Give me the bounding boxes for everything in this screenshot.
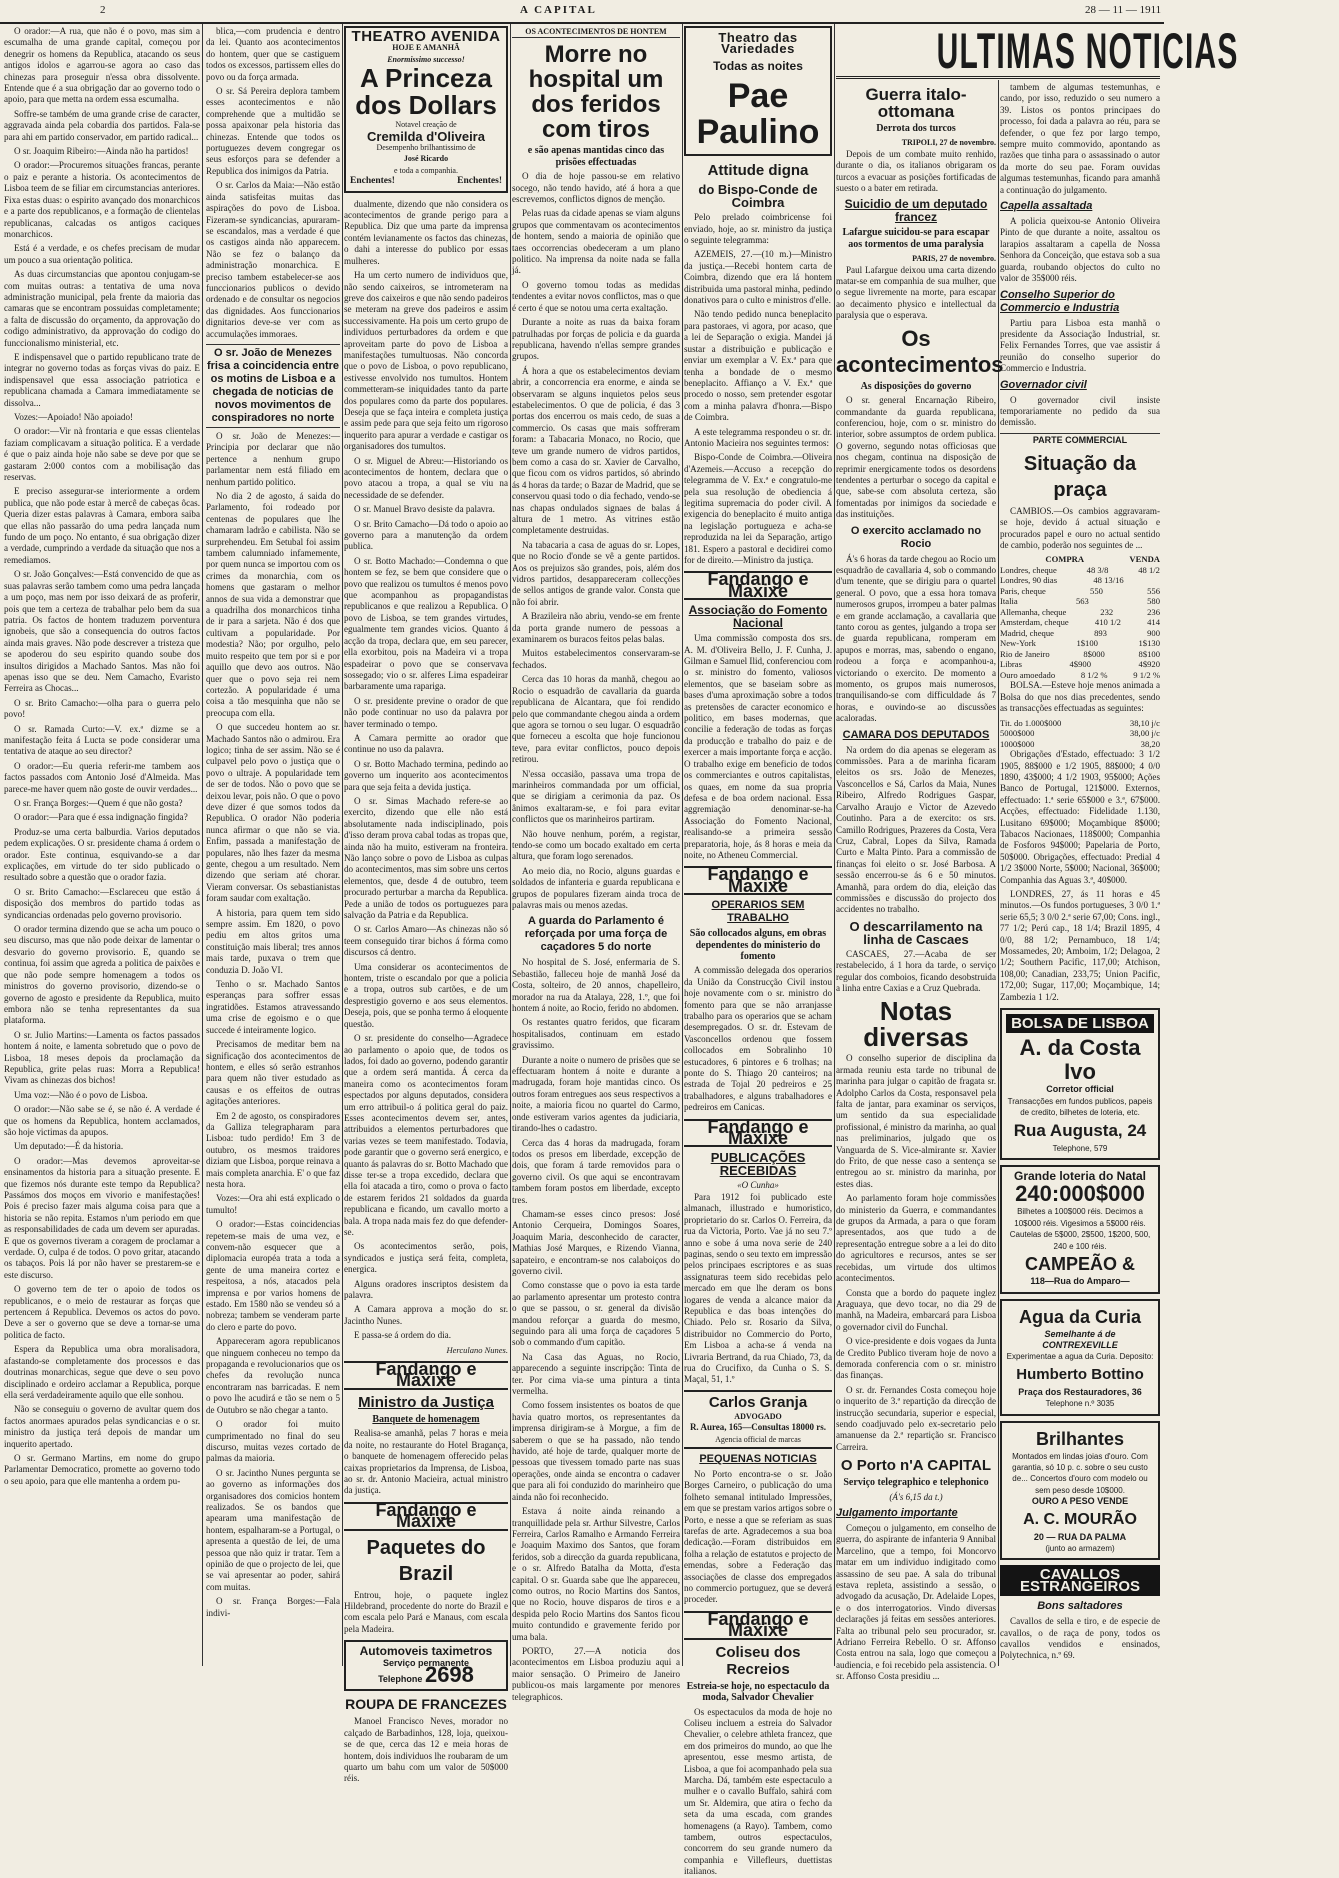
rate-cell: Italia (1000, 596, 1018, 607)
rate-cell: Tit. do 1.000$000 (1000, 717, 1062, 728)
paragraph: O vice-presidente e dois vogaes da Junta de Credito Publico tiveram hoje de novo a demorada conferencia com o sr. ministro das finanças. (836, 1336, 996, 1381)
rate-cell: 4$920 (1138, 659, 1160, 670)
ad-theatre-name: Theatro das Variedades (718, 30, 798, 57)
section-headline: Ministro da Justiça (358, 1393, 494, 1411)
rate-cell: Madrid, cheque (1000, 627, 1054, 638)
paragraph: O sr. Brito Camacho—Dá todo o apoio ao governo para a manutenção da ordem publica. (344, 518, 508, 552)
byline: Herculano Nunes. (446, 1344, 508, 1355)
rate-cell: 893 (1094, 627, 1107, 638)
ad-theatre-name: THEATRO AVENIDA (351, 28, 501, 45)
section-subhead: Serviço telegraphico e telephonico (843, 1477, 989, 1489)
paragraph: Obrigações d'Estado, effectuado: 3 1/2 1905, 88$000 e 1/2 1905, 88$000; 4 0/0 1890, 43$000; 4 1/2 1903, 95$000; Ações Banco de Portugal, 121$000. Externos, effectuado: 1.ª serie 65$000 e 3.ª, 67$000. Acções, effectuado: Fidelidade 1.130, Lusitano 69$000; Moçambique 8$000; Tabacos Nacionaes, 118$000; Companhia de Fosforos 94$000; Papelaria de Porto, 50$000. Obrigações, effectuado: Predial 4 1/2 3$000 Norte, 5$000; Nacional, 36$000; Companhia das Aguas 3.ª, 40$000. (1000, 749, 1160, 885)
ad-phone: Telephone n.º 3035 (1045, 1399, 1115, 1409)
rate-cell: 9 1/2 % (1133, 669, 1160, 680)
ad-address: Praça dos Restauradores, 36 (1018, 1386, 1142, 1397)
ad-title: Brilhantes (1035, 1428, 1125, 1449)
ad-title: Automoveis taximetros (359, 1644, 493, 1659)
rate-cell: 900 (1147, 627, 1160, 638)
paragraph: Os acontecimentos serão, pois, syndicados e justiça será feita, completa, energica. (344, 1241, 508, 1275)
ad-name: A. da Costa Ivo (1019, 1035, 1141, 1085)
rate-cell: 410 1/2 (1094, 617, 1121, 628)
paragraph: O sr. Germano Martins, em nome do grupo Parlamentar Democratico, promette ao governo todo o seu apoio, para que elle mantenha a ordem pu- (4, 1452, 200, 1486)
fandango-maxixe-banner: Fandango e Maxixe (684, 1119, 832, 1148)
paragraph: Para 1912 foi publicado este almanach, illustrado e humoristico, proprietario do sr. Carlos O. Ferreira, da rua da Victoria, Porto. Vae já no seu 7.º anno e sobe á uma nova serie de 240 paginas, sendo o seu texto em impressão pelos principaes escriptores e as suas assignaturas teem sido recebidas pelo mercado em que lhe deram os bons logares de venda a alcance maior da Republica e das boas intenções do Chiado. Pelo sr. Rosario da Silva, distribuidor no Commercio do Porto, Em Lisboa a acha-se á venda na Livraria Bertrand, da rua Chiado, 73, da rua do Crucifixo, da Cunha o S. S. Maçal, 51, 1.º (684, 1191, 832, 1385)
ultimas-noticias-masthead (836, 23, 1239, 79)
dateline: (Á's 6,15 da t.) (889, 1491, 943, 1502)
rate-row (1000, 739, 1160, 750)
ad-phone: Telephone, 579 (1052, 1143, 1108, 1153)
paragraph: Na tabacaria a casa de aguas do sr. Lopes, que no Rocio d'onde se vê a gente partidos. Aos os prejuizos são grandes, pois, além dos vidros partidos, desappareceram collecções de sellos antigos de grande valor. Consta que não foi abrir. (512, 539, 680, 607)
ad-note: (junto ao armazem) (1045, 1543, 1115, 1553)
rate-row (1000, 628, 1160, 639)
paragraph: Pelas ruas da cidade apenas se viam alguns grupos que commentavam os acontecimentos de hontem, sendo a maioria de opinião que taes occorrencias obedeceram a um plano politico. Na imprensa da noite nada se falla já. (512, 208, 680, 276)
ad-depot: Humberto Bottino (1016, 1365, 1144, 1383)
section-headline: CAMARA DOS DEPUTADOS (842, 728, 990, 741)
rate-row (1000, 659, 1160, 670)
rate-cell: 8$000 (1083, 648, 1105, 659)
ad-success: Enormissimo successo! (387, 54, 465, 64)
paragraph: CAMBIOS.—Os cambios aggravaram-se hoje, devido á actual situação e procurados papel e ouro no actual sentido de cambio, poderão nos seguintes de ... (1000, 505, 1160, 550)
paragraph: CASCAES, 27.—Acaba de ser restabelecido, á 1 hora da tarde, o serviço regular dos comboios, ficando desobstruida a linha entre Caxias e a Cruz Quebrada. (836, 948, 996, 993)
paragraph: O sr. Brito Camacho:—olha para o guerra pelo povo! (4, 697, 200, 720)
dateline: TRIPOLI, 27 de novembro. (901, 138, 996, 148)
paragraph: O dia de hoje passou-se em relativo socego, não tendo havido, até á hora a que escrevemos, conflictos dignos de menção. (512, 171, 680, 205)
paragraph: No dia 2 de agosto, á saida do Parlamento, foi rodeado por centenas de populares que lhe chamaram ladrão e cabilista. Não se surprehendeu. Em Setubal foi assim tambem calumniado infamemente, por quem nunca se importou com os crimes da monarchia, com os homens que gastaram o melhor annos de sua vida a demonstrar que a quadrilha dos monarchicos tinha de ir para a sarjeta. Não é dos que cultivam a popularidade. Por modestia? Não; por orgulho, pelo muito respeito que tem por si e por aquillo que devo aos outros. Não quer que o povo seja rei nem cortezão. A popularidade é uma coisa a tão mesquinha que não se preocupa com ella. (206, 491, 340, 718)
paragraph: Uma considerar os acontecimentos de hontem, triste o escandalo por que a policia e a tropa, outros sub cartões, e de um desprestigio governo e aos seus elementos. Deseja, pois, que se ponha termo á eloquente questão. (344, 961, 508, 1029)
ad-star: Cremilda d'Oliveira (367, 128, 485, 144)
rate-cell: 232 (1100, 606, 1114, 617)
rate-cell: 38,20 (1140, 738, 1160, 749)
paragraph: Alguns oradores inscriptos desistem da palavra. (344, 1278, 508, 1301)
paragraph: LONDRES, 27, ás 11 horas e 45 minutos.—Os fundos portugueses, 3 0/0 1.ª serie 65,5; 3 0/0 2.ª serie 67,00; Cons. ingl., 77 1/2; Perú cap., 18 1/4; Brazil 1895, 4 0/0, 88 1/2; Pernambuco, 18 1/4; Mossamedes, 20; Amboim, 1/2; Delagoa, 2 1/2; Southern Pacific, 117,00; Atchison, 108,00; Canadian, 233,75; Union Pacific, 172,00; Sugar, 117,00; Moçambique, 14; Zambezia 1 1/2. (1000, 888, 1160, 1002)
rate-cell: 1$130 (1138, 638, 1160, 649)
paragraph: O orador:—Procuremos situações francas, perante o paiz e perante a historia. Os acontecimentos de Lisboa teem de se filiar em circumstancias anteriores. Fixa estas duas: o espirito avançado dos monarchicos e a parte dos republicanos, e a formação de clientelas republicanas, calcadas os antigos caciques monarchicos. (4, 160, 200, 239)
paragraph: Não tendo pedido nunca beneplacito para pastoraes, vi agora, por acaso, que a lei de Separação o exigia. Mandei já sustar a distribuição e publicação e enviar um exemplar a V. Ex.ª para que tenha a bondade de o mesmo beneplacito. Affianço a V. Ex.ª que procedo o nosso, sem pretender esgotar com a minha palavra d'honra.—Bispo de Coimbra. (684, 309, 832, 423)
paragraph: tambem de algumas testemunhas, e cando, por isso, reduzido o seu numero a 39. Listos os pontos principaes do processo, foi dada a palavra ao réu, para se defender, o que fez por largo tempo, sempre muito commovido, apontando as razões que tinha para o assassinado o autor da morte do seu pae. Foram ouvidas algumas testemunhas, ficando para amanhã a continuação do julgamento. (1000, 82, 1160, 195)
paragraph: A Camara permitte ao orador que continue no uso da palavra. (344, 732, 508, 755)
paragraph: Vozes:—Apoiado! Não apoiado! (14, 412, 134, 422)
paragraph: E passa-se á ordem do dia. (354, 1330, 451, 1341)
column-2 (206, 26, 340, 1664)
column-5 (684, 26, 832, 1877)
paragraph: Ao parlamento foram hoje commissões do ministerio da Guerra, e commandantes de grupos da Armada, a para o que foram apresentados, aos que tudo a de representação entregue sobre a a lei do dito do agricultores e recursos, antes se ser recebidas, um virtude dos ultimos acontecimentos. (836, 1193, 996, 1284)
section-subhead: «O Cunha» (737, 1180, 779, 1191)
section-headline: Coliseu dos Recreios (715, 1643, 801, 1678)
paragraph: Manoel Francisco Neves, morador no calçado de Barbadinhos, 128, loja, queixou-se de que, cerca das 12 e meia horas de hontem, dois individuos lhe roubaram de um quarto um bahu com um valor de 50$000 réis. (344, 1716, 508, 1784)
page-number: 2 (100, 4, 106, 16)
column-rule (202, 24, 203, 1666)
rate-row (1000, 649, 1160, 660)
rate-row (1000, 607, 1160, 618)
ad-schedule: Todas as noites (713, 58, 803, 73)
paragraph: Á's 6 horas da tarde chegou ao Rocio um esquadrão de cavallaria 4, sob o commando d'um tenente, que se dirigiu para o quartel general. O povo, que a essa hora tomava numerosos grupos, irrompeu a bater palmas e em grande acclamação, a cavallaria que tanto corou as gentes, julgando a tropa ser de guarda republicana, romperam em apupos e morras, mas, sabendo o engano, rodeou a força e acompanhou-a, victoriando o exercito. De momento a momento, os grupos mais numerosos, tranquilisando-se com difficuldade ás 7 horas, e ouvindo-se ao discussões acaloradas. (836, 553, 996, 724)
section-headline: Paquetes do Brazil (366, 1536, 486, 1585)
section-subhead: Banquete de homenagem (372, 1413, 480, 1425)
ad-text: Experimentae a agua da Curia. Deposito: (1006, 1352, 1154, 1362)
paragraph: Soffre-se também de uma grande crise de caracter, aggravada ainda pela cobardia dos partidos. Fala-se para ahi em partido conservador, em partido radical... (4, 108, 200, 142)
paragraph: Depois de um combate muito renhido, durante o dia, os italianos obrigaram os turcos a evacuar as posições fortificadas de suesto o a bater em retirada. (836, 148, 996, 194)
column-rule (510, 24, 511, 1666)
ad-note: Agencia official de marcas (715, 1434, 801, 1444)
main-headline: Morre no hospital um dos feridos com tiros (528, 41, 664, 144)
paragraph: Consta que a bordo do paquete inglez Araguaya, que devo tocar, no dia 29 de manhã, na Madeira, embarcará para Lisboa o governador civil do Funchal. (836, 1287, 996, 1332)
taxi-ad (344, 1640, 508, 1691)
paragraph: PORTO, 27.—A noticia dos acontecimentos em Lisboa produziu aqui a maior sensação. O Primeiro de Janeiro publicou-os mais largamente por menores telegraphicos. (512, 1645, 680, 1702)
paragraph: Chamam-se esses cinco presos: José Antonio Cerqueira, Domingos Soares, Joaquim Maria, desconhecido de caracter, Mathias José Marques, e Rizendo Vianna, sapateiro, e encontram-se nos calaboiços do governo civil. (512, 1208, 680, 1276)
ad-role: ADVOGADO (734, 1411, 782, 1421)
exchange-rates-table (1000, 565, 1160, 681)
paragraph: Paul Lafargue deixou uma carta dizendo matar-se em companhia de sua mulher, que o segue livremente na morte, para escapar ao decaimento physico e intellectual da paralysia que o esperava. (836, 264, 996, 321)
ad-note-2: Desempenho brilhantissimo de (376, 143, 476, 153)
paragraph: Estava á noite ainda reinando a tranquillidade pela sr. Arthur Silvestre, Carlos Ferreira, Carlos Ramalho e Armando Ferreira e Joaquim Maximo dos Santos, que foram feridos, sob a direcção da guarda republicana, e o sr. Alfredo Batalha da Motta, d'esta capital. O sr. Guarda sabe que lhe appareceu, como outros, no Rocio Martins dos Santos, que no Rocio, houve disparos de tiros e a despida pelo Rocio Martins dos Santos ficou muito contundido e gravemente ferido por uma bala. (512, 1506, 680, 1642)
paragraph: Cavallos de sella e tiro, e de especie de cavallos, o de raça de pony, todos os cavallos vendidos e ensinados, Polytechnica, n.º 69. (1000, 1616, 1160, 1661)
paragraph: O sr. Manuel Bravo desiste da palavra. (354, 504, 495, 515)
paragraph: Cerca das 10 horas da manhã, chegou ao Rocio o esquadrão de cavallaria da guarda republicana de Alcantara, que foi rendido pelo que commandante chegou ainda a ordem que agora se tornou o seu lugar. O esquadrão que forneceu a escolta que hoje funcionou teve, para evitar conflictos, pouco depois retirou. (512, 674, 680, 765)
paragraph: A este telegramma respondeu o sr. dr. Antonio Macieira nos seguintes termos: (684, 426, 832, 448)
ad-note: Notavel creação de (395, 120, 457, 130)
rate-cell: Ouro amoedado (1000, 669, 1056, 680)
rate-cell: Londres, cheque (1000, 564, 1057, 575)
paragraph: O sr. Julio Martins:—Lamenta os factos passados hontem á noite, e lamenta sobretudo que o povo de Lisboa, 18 meses depois da proclamação da Republica, grite pelas ruas: Morra a Republica! Vivam as chinezas dos bichos! (4, 1029, 200, 1086)
paragraph: Realisa-se amanhã, pelas 7 horas e meia da noite, no restaurante do Hotel Bragança, o banquete de homenagem offerecido pelas caixas proprietarios da Imprensa, de Lisboa, ao sr. dr. Antonio Macieira, actual ministro da justiça. (344, 1428, 508, 1496)
kicker: OS ACONTECIMENTOS DE HONTEM (512, 26, 680, 38)
page-header-strip (0, 0, 1164, 24)
paragraph: Não se conseguiu o governo de avultar quem dos factos anormaes apurados pelas syndicancias e o sr. ministro da justiça terá depois de mandar um inquerito apertado. (4, 1404, 200, 1449)
paragraph: E indispensavel que o partido republicano trate de integrar no governo todas as forças vivas do paiz. E indispensavel que essa associação patriotica e republicana chamada a Camara immediatamente se dissolva... (4, 351, 200, 408)
rate-cell: Rio de Janeiro (1000, 648, 1050, 659)
ad-subtitle: Semelhante á de CONTREXEVILLE (1042, 1328, 1118, 1350)
paragraph: Appareceram agora republicanos que ninguem conheceu no tempo da propaganda e revolucionarios que os chefes da revolução nunca encontraram nas barricadas. E nem o povo lhe acudirá e tão se nem o 5 de Outubro se não chegar a tanto. (206, 1336, 340, 1415)
paragraph: O orador:—Estas coincidencias repetem-se mais de uma vez, e convem-não esquecer que a diplomacia européa trata a toda a gente de uma maneira cortez e respeitosa, a nós, atacados pela imprensa e por varios homens de estado. Em 1580 não se vendeu só a nobreza; tambem se venderam parte do clero e parte do povo. (206, 1219, 340, 1332)
paragraph: Na ordem do dia apenas se elegeram as commissões. Para a de marinha ficaram eleitos os srs. João de Menezes, Vasconcellos e Sá, Carlos da Maia, Nunes Ribeiro, Alfredo Rodrigues Gaspar, Carvalho Araujo e Victor de Azevedo Coutinho. Para a de exercito: os srs. Camillo Rodrigues, Prazeres da Costa, Vera Cruz, Cabral, Lopes da Silva, Ramada Curto e Malta Pinto. Para a commissão de finanças foi eleito o sr. José Barbosa. A sessão encerrou-se ás 6 e 50 minutos. Amanhã, para ordem do dia, eleição das commissões e discussão do projecto dos accidentes no trabalho. (836, 744, 996, 915)
brilhantes-ad (1000, 1421, 1160, 1561)
section-subhead: São collocados alguns, em obras dependentes do ministerio do fomento (689, 928, 827, 962)
paragraph: As duas circumstancias que apontou conjugam-se com muitas outras: a tentativa de uma nova administração municipal, pela frente da maioria das camaras que se encontram possuidas completamente; a falta de discussão do orçamento, da approvação do codigo administrativo, da approvação do codigo do funccionalismo ministerial, etc. (4, 269, 200, 348)
section-headline: Conselho Superior do Commercio e Industria (1000, 288, 1120, 314)
paragraph: A Brazileira não abriu, vendo-se em frente da porta grande numero de pessoas a examinarem os buracos feitos pelas balas. (512, 611, 680, 645)
ad-subtitle: Serviço permanente (382, 1657, 470, 1668)
paragraph: Produz-se uma certa balburdia. Varios deputados pedem explicações. O sr. presidente chama á ordem o orador. Este continua, esquivando-se a dar explicações, em virtude do ter sido publicado o resultado sobre a questão que o orador fazia. (4, 826, 200, 883)
rate-cell: Amsterdam, cheque (1000, 617, 1069, 628)
rate-row (1000, 728, 1160, 739)
paragraph: Partiu para Lisboa esta manhã o presidente da Associação Industrial, sr. Felix Fernandes Torres, que vae assistir á reunião do conselho superior do Commercio e Industria. (1000, 317, 1160, 374)
ad-address: 118—Rua do Amparo— (1030, 1276, 1130, 1287)
lawyer-ad (684, 1390, 832, 1449)
paragraph: O sr. Joaquim Ribeiro:—Ainda não ha partidos! (14, 146, 189, 157)
paragraph: Muitos estabelecimentos conservaram-se fechados. (512, 648, 680, 670)
section-subhead: do Bispo-Conde de Coimbra (698, 182, 818, 211)
paragraph: Á hora a que os estabelecimentos deviam abrir, a concorrencia era enorme, e ainda se observaram se alguns inquietos pelos seus estabelecimentos. O que de policia, é das 3 portas dos encerrou os mais cedo, de suas a commercio. Os casas que mais soffreram foram: a Tabacaria Monaco, no Rocio, que teve um grande numero de vidros partidos, bem como a casa do sr. Xavier de Carvalho, que ficou com os vidros partidos, só abrindo ás 4 horas da tarde; o Bazar de Madrid, que se conservou quasi todo o dia fechado, vendo-se nas chapas ondulados signaes de balas á altura de 1 metro. As vitrines estão completamente destruidas. (512, 365, 680, 536)
paragraph: Espera da Republica uma obra moralisadora, afastando-se completamente dos processos e das doutrinas monarchicas, segue que deve o seu povo disciplinado e ordeiro acclamar a Republica, porque ella será verdadeiramente aquilo que elle sonhou. (4, 1344, 200, 1400)
ad-star-2: José Ricardo (403, 154, 449, 164)
paragraph: O sr. França Borges:—Fala indivi- (206, 1596, 340, 1618)
paragraph: O orador termina dizendo que se acha um pouco o seu discurso, mas que não pode deixar de lamentar o desvario do governo provisorio. E, quando se continua, foi assim que agreda a politica de paixões e que não pode sempre homenagem a todos os ministros do governo provisorio, dizendo-se o governo de agosto e presidente da Republica, muito embora não se tenha representantes da sua plataforma. (4, 924, 200, 1026)
fandango-maxixe-banner: Fandango e Maxixe (344, 1361, 508, 1390)
paragraph: Bispo-Conde de Coimbra.—Oliveira d'Azemeis.—Accuso a recepção do telegramma de V. Ex.ª e congratulo-me pela sua resolução de obediencia á legitima supremacia do poder civil. A exigencia do beneplacito é muito antiga na legislação portugueza e acha-se reproduzida na lei da Separação, artigo 181. Espero a pastoral e decidirei como for de direito.—Ministro da justiça. (684, 452, 832, 565)
paragraph: O sr. Botto Machado:—Condemna o que hontem se fez, se bem que considere que o povo que realizou os tumultos é menos povo que acompanhou as propagandistas republicanos e que realizou a Republica. O povo de Lisboa, se tem grandes virtudes, egualmente tem grandes vicios. Quanto á acção da tropa, declara que, em seu parecer, ella exorbitou, pois na Madeira vi a tropa espadeirar o povo que se conservava sossegado; vio o sr. alferes Lima espadeirar barbaramente uma rapariga. (344, 555, 508, 692)
ad-note-3: e toda a companhia. (394, 165, 458, 175)
paragraph: O sr. Ramada Curto:—V. ex.ª dizme se a manifestação feita á Lucta se pode considerar uma tentativa de ataque ao seu director? (4, 723, 200, 757)
paragraph: O sr. João Gonçalves:—Está convencido de que as suas palavras serão tambem como uma pedra lançada a um poço, mas nem por isso deixará de as proferir, pois que tem a certeza de trabalhar pelo bem da sua patria. Os factos de hontem traduzem porventura ignobeis, que são a consequencia do outros factos ainda mais graves. Não pode descrever a tristeza que se apoderou do seu espirito quando soube dos insultos dirigidos a Machado Santos. Mas não foi apenas isso que se deu. Nem Camacho, Evaristo Ferreira as Chocas... (4, 569, 200, 694)
ad-dates: HOJE E AMANHÃ (392, 43, 460, 53)
paragraph: A historia, para quem tem sido sempre assim. Em 1820, o povo pediu em altos gritos uma constituição mais liberal; tres annos mais tarde, puxava o trem que conduzia D. João VI. (206, 907, 340, 975)
paragraph: O orador:—Mas devemos aproveitar-se ensinamentos da historia para a situação presente. E que fizemos nós durante este tempo da Republica? Passámos dos moços em vivorio e manifestações! Pois é preciso fazer mais alguma coisa para que a historia se não repita. Estamos n'um periodo em que as responsabilidades de cada um devem ser apuradas. E que os governos tiveram a coragem de proclamar a verdade. O, culpa é de todos. O povo gritar, atacando os tabaços. Pois lá por não haver se prestarem-se e este discurso. (4, 1155, 200, 1280)
paper-name: A CAPITAL (520, 4, 597, 16)
paragraph: O sr. Carlos da Maia:—Não estão ainda satisfeitas muitas das aspirações do povo de Lisboa. Fizeram-se syndicancias, apuraram-se escandalos, mas a verdade é que os castigos ainda não apparecem. Não se fez o balanço da administração monarchica. E preciso tambem estabelecer-se aos funccionarios publicos o devido ordenado e de consultar os negocios das dignidades. Aos funccionarios dignitarios deve-se ver com as accumulações immoraes. (206, 180, 340, 339)
section-headline: O exercito acclamado no Rocio (850, 524, 982, 550)
ad-address: 20 — RUA DA PALMA (1033, 1531, 1127, 1542)
section-headline: Capella assaltada (1000, 200, 1093, 213)
rate-cell: 4$900 (1069, 659, 1091, 670)
paragraph: Entrou, hoje, o paquete inglez Hildebrand, procedente do norte do Brazil e com escala pelo Pará e Manaus, com escala pela Madeira. (344, 1589, 508, 1634)
paragraph: O orador:—Vir nà frontaria e que essas clientelas faziam complicavam a situação politica. E a verdade é que o paiz ainda hoje não sabe se deve por que se gastaram 2:000 contos com a mobilisação das reservas. (4, 426, 200, 483)
paragraph: O governo tomou todas as medidas tendentes a evitar novos conflictos, mas o que é certo é que se notou uma certa exaltação. (512, 279, 680, 313)
ad-text: Transacções em fundos publicos, papeis de credito, bilhetes de loteria, etc. (1007, 1096, 1153, 1118)
paragraph: O sr. Carlos Amaro—As chinezas não só teem conseguido tirar bichos á fórma como discursos cá dentro. (344, 924, 508, 958)
section-headline: Situação da praça (1023, 452, 1137, 501)
paragraph: BOLSA.—Esteve hoje menos animada a Bolsa do que nos dias precedentes, sendo as transacções effectuadas as seguintes: (1000, 680, 1160, 714)
paragraph: O conselho superior de disciplina da armada reuniu esta tarde no tribunal de marinha para julgar o capitão de fragata sr. Adolpho Carlos da Costa, responsavel pela falta de jantar, para examinar os serviços, um sentido da sua especialidade profissional, é ministro da marinha, ao qual nas preliminarios, julgado que os Vanguarda de S. Vice-almirante sr. Xavier do Frito, de que nesse caso a sentença se entregou ao sr. ministro da marinha, por estes dias. (836, 1053, 996, 1189)
theatre-avenida-ad (344, 26, 508, 193)
rate-row (1000, 586, 1160, 597)
fandango-maxixe-banner: Fandango e Maxixe (344, 1502, 508, 1531)
dateline: PARIS, 27 de novembro. (912, 254, 996, 264)
rate-cell: 550 (1090, 585, 1103, 596)
paragraph: A commissão delegada dos operarios da União da Construcção Civil instou hoje novamente com o sr. ministro do fomento para que se não arranjasse trabalho para os operarios que se acham desempregados. O sr. dr. Estevam de Vasconcellos ordenou que fossem collocados em Sobralinho 10 estucadores, 6 pintores e 6 trolhas; na ponte do S. Thiago 20 canteiros; na estrada de Tojal 20 pedreiros e 25 trabalhadores, e alguns trabalhadores e pedreiros em Canicas. (684, 965, 832, 1113)
ad-value: 240:000$000 (1015, 1181, 1145, 1207)
variedades-ad (684, 26, 832, 156)
rate-cell: 48 1/2 (1138, 564, 1160, 575)
section-headline: OPERARIOS SEM TRABALHO (711, 899, 805, 925)
paragraph: Vozes:—Ora ahi está explicado o tumulto! (206, 1193, 340, 1215)
paragraph: O orador:—A rua, que não é o povo, mas sim a escumalha de uma grande capital, começou por denegrir os homens da Republica, atacando os seus antigos idolos e agarrou-se agora ao caso das chinezas para proseguir n'essa obra dissolvente. Entende que é a sua obrigação dar ao governo todo o apoio, para que metta na ordem essa escumalha. (4, 26, 200, 105)
rate-cell: 8 1/2 % (1080, 669, 1108, 680)
ad-phone-number: 2698 (424, 1661, 474, 1687)
rate-cell: 414 (1147, 617, 1160, 628)
paragraph: dualmente, dizendo que não considera os acontecimentos de grande perigo para a Republica. Diz que uma parte da imprensa contém levianamente os factos das chinezas, o dahi a interesse do publico por essas mulheres. (344, 198, 508, 266)
ad-text: Bilhetes a 100$000 réis. Decimos a 10$000 réis. Vigesimos a 5$000 réis. Cautelas de 5$000, 2$500, 1$200, 500, 240 e 100 réis. (1009, 1207, 1151, 1251)
section-headline: Associação do Fomento Nacional (688, 603, 828, 631)
ad-text: Montados em lindas joias d'ouro. Com garantia, só 10 p. c. sobre o seu custo de... Concertos d'ouro com modelo ou sem peso desde 10$000. (1012, 1451, 1148, 1495)
paragraph: O sr. general Encarnação Ribeiro, commandante da guarda republicana, conferenciou, hoje, com o sr. ministro do interior, sobre assumptos de ordem publica. O governo, segundo notas officiosas que nos chegam, continua na disposição de reprimir energicamente todos os desordens tendentes a perturbar o socego da capital e que, sabe-se com absoluta certeza, são fomentadas por inimigos da sociedade e das instituições. (836, 395, 996, 520)
paragraph: O sr. Miguel de Abreu:—Historiando os acontecimentos de hontem, declara que o povo atacou a tropa, a qual se viu na necessidade de se defender. (344, 455, 508, 500)
rate-row (1000, 718, 1160, 729)
fandango-maxixe-banner: Fandango e Maxixe (684, 571, 832, 600)
paragraph: Pelo prelado coimbricense foi enviado, hoje, ao sr. ministro da justiça o seguinte telegramma: (684, 212, 832, 246)
ad-title: Agua da Curia (1018, 1306, 1142, 1327)
paragraph: Um deputado:—É da historia. (14, 1141, 124, 1152)
paragraph: Ha um certo numero de individuos que, não sendo caixeiros, se intrometeram na greve dos caixeiros e que não sendo padeiros se meteram na greve dos padeiros e assim successivamente. Ha pois um certo grupo de individuos perturbadores da ordem e que aproveitam parte do povo de Lisboa a manifestações tumultuosas. Não concorda que o povo de Lisboa, o povo republicano, estivesse envolvido nos tumultos. Hontem commetteram-se iniquidades tanto da parte dos populares como da parte dos populares. Deseja que se faça inteira e completa justiça e assim pede para que seja feito um rigoroso inquerito para apurar a verdade e castigar os organisadores dos tumultos. (344, 270, 508, 452)
rate-cell: 48 3/8 (1086, 564, 1109, 575)
section-headline: PEQUENAS NOTICIAS (699, 1453, 817, 1465)
rate-cell: 1000$000 (1000, 738, 1035, 749)
paragraph: No hospital de S. José, enfermaria de S. Sebastião, falleceu hoje de manhã José da Costa, solteiro, de 20 annos, chapelleiro, morador na rua da Atalaya, 228, 1.º, que foi hontem á noite, ao Rocio, ferido no abdomen. (512, 957, 680, 1014)
ad-play-title: Pae Paulino (696, 77, 820, 152)
section-headline: Attitude digna (707, 162, 809, 180)
section-headline: Julgamento importante (836, 1507, 958, 1519)
paragraph: Tenho o sr. Machado Santos esperanças para soffrer essas ingratidões. Estamos atravessando uma crise de egoismo e o que succede é inteiramente logico. (206, 979, 340, 1035)
rate-row (1000, 638, 1160, 649)
paragraph: Não houve nenhum, porém, a registar, tendo-se como um bocado exaltado em certa altura, que foram logo serenados. (512, 828, 680, 862)
page-date: 28 — 11 — 1911 (1085, 4, 1162, 16)
paragraph: Como fossem insistentes os boatos de que havia quatro mortos, os representantes da imprensa dirigiram-se à Morgue, a fim de saberem o que se ha passado, não tendo havido, até hoje de tarde, qualquer morte de pessoas que tivessem tomado parte nas suas operações, onde ainda se encontra o cadaver que para ali foi conduzido do marinheiro que ainda não foi reconhecido. (512, 1400, 680, 1502)
paragraph: O sr. Sá Pereira deplora tambem esses acontecimentos e não comprehende que a multidão se possa apaixonar pela historia das chinezas. Entende que todos os portuguezes devem congregar os seus esforços para se defender a Republica dos inimigos da Patria. (206, 86, 340, 176)
paragraph: Em 2 de agosto, os conspiradores da Galliza telegrapharam para Lisboa: tudo perdido! Em 3 de outubro, os mesmos traidores diziam que Lisboa, porque reinava a mais completa anarchia. E' o que faz nesta hora. (206, 1110, 340, 1189)
column-rule (834, 24, 835, 1666)
paragraph: O governador civil insiste temporariamente no pedido da sua demissão. (1000, 394, 1160, 428)
paragraph: O orador:—Para que é essa indignação fingida? (14, 812, 188, 823)
paragraph: Uma commissão composta dos srs. A. M. d'Oliveira Bello, J. F. Cunha, J. Gilman e Samuel Ilid, conferenciou com o sr. ministro do fomento, valiosos elementos, que se baseiam sobre as bases d'uma aproximação sobre a todos as pretensões de caracter economico e politico, em bases modernas, que concilie a federação de todas as forças da producção e trabalho do paiz e de exercer a mais importante força e acção. O trabalho exige em beneficio de todos os commerciantes e outros capitalistas, os quaes, em nome da sua propria defesa e de boa ordem nacional. Essa aggremiação denominar-se-ha Associação do Fomento Nacional, realisando-se a primeira sessão preparatoria, hoje, ás 8 horas e meia da noite, no Atheneu Commercial. (684, 633, 832, 860)
rate-cell: 1$100 (1076, 638, 1098, 649)
section-subhead: Derrota dos turcos (876, 123, 956, 134)
rate-cell: 556 (1147, 585, 1160, 596)
rate-cell: Allemanha, cheque (1000, 606, 1067, 617)
paragraph: O sr. Simas Machado refere-se ao exercito, dizendo que elle não está absolutamente nada indisciplinado, pois d'isso deram prova cabal todas as tropas que, ainda não ha muito, estiveram na fronteira. Não lanço sobre o povo de Lisboa as culpas do acontecimentos, mas sim sobre uns certos elementos, que, desde 4 de outubro, teem procurado perturbar a marcha da Republica. Pede a união de todos os portuguezes para salvação da Patria e da Republica. (344, 795, 508, 921)
rate-cell: Paris, cheque (1000, 585, 1046, 596)
ad-play-title: A Princeza dos Dollars (355, 63, 497, 121)
paragraph: Os restantes quatro feridos, que ficaram hospitalisados, continuam em estado gravissimo. (512, 1017, 680, 1051)
column-7 (1000, 82, 1160, 1664)
bolsa-table (1000, 718, 1160, 750)
rate-row (1000, 617, 1160, 628)
rate-cell: 5000$000 (1000, 728, 1035, 739)
paragraph: Precisamos de meditar bem na significação dos acontecimentos de hontem, e elles só serão estranhos para quem não tiver estudado as causas e os effeitos de outras agitações anteriores. (206, 1039, 340, 1107)
paragraph: O sr. presidente do conselho—Agradece ao parlamento o apoio que, de todos os lados, foi dado ao governo, podendo garantir que a ordem será mantida. Á cerca da maneira como os acontecimentos foram espectados por alguns deputados, considera um erro attribuil-o á politica geral do paiz. Esses acontecimentos devem ser, antes, attribuidos a elementos perturbadores que varias vezes se teem manifestado. Todavia, pode garantir que o governo será energico, e quanto ás palavras do sr. Botto Machado que disse ter-se a tropa excedido, declara que ella foi atacada a tiro, como o prova o facto de estarem feridos 21 soldados da guarda republicana e ficando, um cavallo morto a bala. A tropa nada mais fez do que defender-se. (344, 1033, 508, 1237)
section-headline: ROUPA DE FRANCEZES (345, 1696, 507, 1713)
paragraph: O orador:—Não sabe se é, se não é. A verdade é que os homens da Republica, hontem acclamados, são hoje victimas da apupos. (4, 1104, 200, 1137)
paragraph: O que succedeu hontem ao sr. Machado Santos não o admirou. Era logico; tinha de ser assim. Não se é culpavel pelo povo o justiça que o povo o ultraje. A popularidade tem de ser de todos. Não o povo que se deixou levar, pois não. O que o povo deve dizer é que somos todos da Republica. O orador Não poderia nunca afirmar o que não se via. Enfim, passada a manifestação de populares, não lhes fazer da mesma gente, chegou a um resultado. Nem dizendo que seriam até chorar. Vieram conversar. Os sebastianistas foram saudar com exaltação. (206, 722, 340, 904)
paragraph: Durante a noite as ruas da baixa foram patrulhadas por forças de policia e da guarda republicana, havendo n'ellas sempre grandes grupos. (512, 317, 680, 362)
loteria-ad (1000, 1165, 1160, 1293)
paragraph: Começou o julgamento, em conselho de guerra, do aspirante de infanteria 9 Annibal Marcelino, que a tempo, foi Moncorvo matar em um individuo indigitado como assassino de seu pae. A sala do tribunal estava repleta, assistindo a sessão, o advogado da acusação, Dr. Adelaide Lopes, e o dos interrogatorios. Vindo diversas declarações já feitas em sessões anteriores. Falta ao tribunal pelo seu procurador, sr. Adriano Ferreira Rebello. O sr. Affonso Costa entrou na sala, logo que começou a audiencia, e foi recebido pela assistencia. O sr. Affonso Costa presidiu ... (836, 1523, 996, 1682)
paragraph: O sr. França Borges:—Quem é que não gosta? (14, 798, 183, 808)
section-label: PARTE COMMERCIAL (1000, 433, 1160, 447)
paragraph: A Camara approva a moção do sr. Jacintho Nunes. (344, 1304, 508, 1326)
paragraph: O sr. Brito Camacho:—Esclareceu que estão á disposição dos membros do partido todas as syndicancias ordenadas pelo governo provisorio. (4, 886, 200, 920)
paragraph: Durante a noite o numero de prisões que se effectuaram hontem á noite e durante a madrugada, foram hoje mantidas cinco. Os outros foram entregues aos seus respectivos a noite, a maioria ficou no quartel do Carmo, onde estiveram varios agentes da judiciaria, tirando-lhes o cadastro. (512, 1054, 680, 1134)
ad-title: BOLSA DE LISBOA (1006, 1014, 1154, 1033)
section-headline: O descarrilamento na linha de Cascaes (849, 918, 983, 947)
paragraph: AZEMEIS, 27.—(10 m.)—Ministro da justiça.—Recebi hontem carta de Coimbra, dizendo que era lá hontem distribuida uma pastoral minha, pedindo donativos para o culto e ministros d'elle. (684, 249, 832, 306)
paragraph: Ao meio dia, no Rocio, alguns guardas e soldados de infanteria e guarda republicana e grupos de populares fizeram ainda troca de palavras mais ou menos azedas. (512, 865, 680, 910)
section-headline: Os acontecimentos (836, 325, 1004, 377)
ad-tag-right: Enchentes! (457, 176, 502, 187)
ad-phone-label: Telephone (378, 1673, 423, 1684)
paragraph: Uma voz:—Não é o povo de Lisboa. (14, 1089, 148, 1100)
section-subhead: Bons saltadores (1037, 1600, 1123, 1613)
rate-row (1000, 596, 1160, 607)
paragraph: Está é a verdade, e os chefes precisam de mudar um pouco a sua orientação politica. (4, 243, 200, 265)
paragraph: O sr. Botto Machado termina, pedindo ao governo um inquerito aos acontecimentos para que seja feita a devida justiça. (344, 758, 508, 792)
ad-title: Grande loteria do Natal (1013, 1169, 1147, 1184)
masthead-title: ULTIMAS NOTICIAS (936, 23, 1239, 79)
fandango-maxixe-banner: Fandango e Maxixe (684, 1611, 832, 1640)
column-rule (342, 24, 343, 1666)
rate-row (1000, 670, 1160, 681)
paragraph: Cerca das 4 horas da madrugada, foram todos os presos em liberdade, excepção de dois, que foram á tarde removidos para o governo civil. Os que aqui se encontravam tambem foram postos em liberdade, excepto tres. (512, 1137, 680, 1205)
ad-name: A. C. MOURÃO (1023, 1510, 1137, 1528)
paragraph: O sr. dr. Fernandes Costa começou hoje o inquerito de 3.ª repartição da direcção de instrucção secundaria, superior e especial, sendo coadjuvado pelo ex-secretario pelo amanuense da 2.ª repartição sr. Francisco Carreira. (836, 1384, 996, 1452)
section-subhead: Lafargue suicidou-se para escapar aos tormentos de uma paralysia (842, 227, 990, 250)
rate-cell: 563 (1075, 596, 1089, 607)
main-subhead: e são apenas mantidas cinco das prisões effectuadas (527, 145, 665, 168)
paragraph: O sr. presidente previne o orador de que não pode continuar no uso da palavra por haver terminado o tempo. (344, 695, 508, 729)
section-headline: A guarda do Parlamento é reforçada por uma força de caçadores 5 do norte (524, 915, 668, 954)
section-headline: Suicidio de um deputado francez (844, 197, 988, 225)
ad-role: Corretor official (1046, 1084, 1114, 1095)
ad-address: Rua Augusta, 24 (1013, 1120, 1147, 1140)
column-1 (4, 26, 200, 1664)
rate-cell: 48 13/16 (1093, 575, 1124, 586)
rate-cell: Libras (1000, 659, 1022, 670)
paragraph: Os espectaculos da moda de hoje no Coliseu incluem a estreia do Salvador Chevalier, o celebre athleta francez, que em dos primeiros do mundo, ao que lhe apresentou, esse mesmo artista, de Lisboa, a que foi acompanhado pela sua Marcha. Dá, também este espectaculo a mulher e o cavallo Buffalo, sahirá com um Sr. Aldemira, que atira o fecho da seta da uma escada, com grandes homenagens (a Rayo). Tambem, como tambem, outros espectaculos, concorrem do seu grande numero da companhia e Villefleurs, duettistas italianos. (684, 1706, 832, 1877)
column-rule (998, 80, 999, 1666)
section-headline: O Porto n'A CAPITAL (840, 1457, 992, 1475)
paragraph: O sr. Jacintho Nunes pergunta se ao governo as informações dos organisadores dos comicios hontem realizados. Se os bandos que apearam uma manifestação de hontem, espalharam-se a Portugal, o apresenta a questão de lei, de uma pessoa que não quiz ir tratar. Tem a opinião de que o projecto de lei, que se vai apresentar ao poder, sahirá com muitas. (206, 1467, 340, 1592)
section-headline: Governador civil (1000, 378, 1087, 391)
agua-curia-ad (1000, 1299, 1160, 1416)
rate-cell: 8$100 (1138, 648, 1160, 659)
column-3 (344, 26, 508, 1784)
rate-cell: 38,10 j/c (1129, 717, 1160, 728)
rate-cell: New-York (1000, 638, 1036, 649)
paragraph: No Porto encontra-se o sr. João Borges Carneiro, o publicação do uma folheto semanal intitulado Impressões, em que se prestam varios artigos sobre o Porto, e nesse a que se referiam as suas tarefas de arte. Agradecemos a sua boa dedicação.—Foram distribuidos em folha a relação de estatutos e projecto de emendas, sobre a Federação das associações de classe dos empregados no commercio portuguez, que se deverá proceder. (684, 1469, 832, 1605)
ad-tag-left: Enchentes! (350, 176, 395, 187)
paragraph: blica,—com prudencia e dentro da lei. Quanto aos acontecimentos do hontem, quer que se castiguem todos os excessos, partissem elles do povo ou da força armada. (206, 26, 340, 82)
paragraph: O sr. João de Menezes:—Principia por declarar que não pertence a nenhum grupo parlamentar nem está filiado em nenhum partido politico. (206, 430, 340, 487)
ad-shop: CAMPEÃO & (1024, 1254, 1135, 1275)
ad-name: Carlos Granja (708, 1393, 808, 1411)
rate-cell: 580 (1147, 596, 1160, 607)
section-headline: O sr. João de Menezes frisa a coincidencia entre os motins de Lisboa e a chegada de noticias de novos movimentos de conspiradores no norte (206, 344, 340, 428)
rate-cell: 236 (1147, 606, 1160, 617)
column-6 (836, 82, 1004, 1682)
section-subhead: As disposições do governo (860, 380, 972, 392)
paragraph: O orador foi muito cumprimentado no final do seu discurso, muitas vezes cortado de palmas da maioria. (206, 1419, 340, 1464)
fandango-maxixe-banner: Fandango e Maxixe (684, 866, 832, 895)
section-subhead: Estreia-se hoje, no espectaculo da moda, Salvador Chevalier (686, 1680, 830, 1704)
rate-cell: Londres, 90 dias (1000, 575, 1058, 586)
column-4 (512, 26, 680, 1702)
column-rule (682, 24, 683, 1666)
section-headline: Guerra italo-ottomana (865, 85, 967, 121)
section-headline: PUBLICAÇÕES RECEBIDAS (710, 1150, 806, 1179)
rate-row (1000, 565, 1160, 576)
ad-subtitle: OURO A PESO VENDE (1031, 1496, 1129, 1507)
bolsa-lisboa-ad (1000, 1008, 1160, 1160)
rates-header: COMPRA VENDA (1045, 554, 1160, 565)
rate-row (1000, 575, 1160, 586)
cavallos-ad-title: CAVALLOS ESTRANGEIROS (1000, 1565, 1160, 1596)
paragraph: O orador:—Eu queria referir-me tambem aos factos passados com Antonio José d'Almeida. Mas parece-me haver quem não goste de ouvir verdades... (4, 760, 200, 794)
paragraph: N'essa occasião, passava uma tropa de marinheiros commandada por um official, que se dirigiam a cerimonia da paz. Os ânimos exaltaram-se, e foi para evitar conflictos que os marinheiros partiram. (512, 768, 680, 825)
paragraph: O governo tem de ter o apoio de todos os republicanos, e o meio de restaurar as forças que pertencem á Republica. Devemos os actos do povo. Deve a ser o governo que se deve a tornar-se uma politica de facto. (4, 1284, 200, 1340)
paragraph: A policia queixou-se Antonio Oliveira Pinto de que durante a noite, assaltou os larapios assaltaram a capella de Nossa Senhora da Conceição, que estava sob a sua guarda, roubando objectos do culto no valor de 35$000 réis. (1000, 216, 1160, 284)
rate-cell: 38,00 j/c (1129, 728, 1160, 739)
paragraph: Como constasse que o povo ia esta tarde ao parlamento apresentar um protesto contra o que se passou, o sr. general da divisão mandou reforçar a guarda do mesmo, seguindo para ali uma força de caçadores 5 sob o commando d'um capitão. (512, 1280, 680, 1348)
paragraph: E preciso assegurar-se interiormente a ordem publica, que não pode estar à mercê de cabeças ôcas. Queria dizer estas palavras à Camara, embora saiba que ellas não passarão do uma pedra lançada num fundo de um poço. No entanto, é sua obrigação dizer a verdade, cumprindo a verdade da situação que nos a remediamos. (4, 486, 200, 565)
paragraph: Na Casa das Aguas, no Rocio, apparecendo a seguinte inscripção: Tinta de ter. Por cima via-se uma pintura a tinta vermelha. (512, 1351, 680, 1397)
ad-address: R. Aurea, 165—Consultas 18000 rs. (689, 1422, 827, 1433)
section-headline: Notas diversas (863, 996, 969, 1053)
